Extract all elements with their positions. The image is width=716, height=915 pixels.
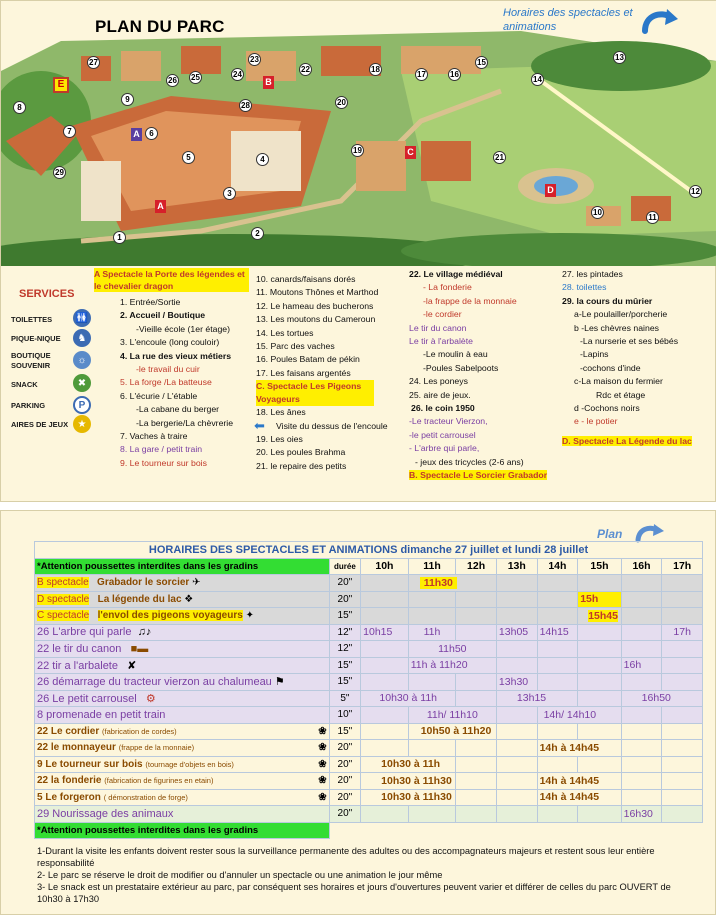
hour-header: 10h	[361, 558, 409, 575]
legend-item-2a: -Vieille école (1er étage)	[136, 323, 231, 334]
map-pin-15[interactable]: 15	[475, 56, 488, 69]
table-row: 26 L'arbre qui parle ♫♪ 12" 10h15 11h 13h05 14h15 17h	[35, 624, 703, 641]
legend-item-4a: -le travail du cuir	[136, 364, 200, 375]
table-row: 22 tir a l'arbalete ✘ 15" 11h à 11h20 16h	[35, 657, 703, 674]
legend-item-25: 25. aire de jeux.	[409, 389, 471, 400]
legend-item-29c: c-La maison du fermier	[574, 376, 663, 387]
legend-item-22e: Le tir à l'arbalète	[409, 336, 473, 347]
map-pin-2[interactable]: 2	[251, 227, 264, 240]
note-3: 3- Le snack est un prestataire extérieur au parc, par conséquent ses horaires et jours d'ouvertures peuvent varier et différer de celles du parc OUVERT de 10h30 à 17h30	[37, 882, 671, 904]
legend-item-22a: - La fonderie	[423, 282, 472, 293]
map-pin-21[interactable]: 21	[493, 151, 506, 164]
legend-item-22: 22. Le village médiéval	[409, 269, 503, 279]
legend-item-7: 7. Vaches à traire	[120, 431, 188, 442]
legend-item-6a: -La cabane du berger	[136, 404, 220, 415]
legend-spectacle-a: A Spectacle la Porte des légendes et le chevalier dragon	[94, 268, 249, 292]
table-row: 5 Le forgeron ( démonstration de forge) ❀ 20" 10h30 à 11h30 14h à 14h45	[35, 789, 703, 806]
legend-item-18a: ⬅ Visite du dessus de l'encoule	[254, 417, 388, 433]
map-letter-a[interactable]: A	[155, 200, 166, 213]
legend-column-2	[256, 273, 406, 473]
service-label-playground: AIRES DE JEUX	[11, 420, 69, 429]
warning-bottom: *Attention poussettes interdites dans les gradins	[35, 822, 330, 839]
legend-spectacle-b: B. Spectacle Le Sorcier Grabador	[409, 470, 548, 481]
plan-link[interactable]: Plan	[597, 527, 623, 541]
map-pin-6[interactable]: 6	[145, 127, 158, 140]
table-row: C spectacle l'envol des pigeons voyageurs ✦ 15" 15h45	[35, 608, 703, 625]
legend-item-29e: e - le potier	[574, 416, 618, 427]
note-1: 1-Durant la visite les enfants doivent rester sous la surveillance permanente des adultes ou des accompagnateurs majeurs et restent sous leur entière responsabilité	[37, 846, 655, 868]
legend-item-22b: -la frappe de la monnaie	[423, 295, 517, 306]
map-pin-19[interactable]: 19	[351, 144, 364, 157]
map-legend	[1, 266, 716, 503]
legend-column-1	[94, 268, 249, 470]
worker-icon: ❀	[318, 742, 327, 754]
service-label-snack: SNACK	[11, 380, 38, 389]
legend-item-16: 16. Poules Batam de pékin	[256, 354, 360, 365]
legend-item-4: 4. La rue des vieux métiers	[120, 350, 232, 361]
legend-item-13: 13. Les moutons du Cameroun	[256, 314, 376, 325]
map-pin-24[interactable]: 24	[231, 68, 244, 81]
curved-arrow-icon[interactable]	[635, 523, 665, 543]
legend-item-6b: -La bergerie/La chèvrerie	[136, 417, 234, 428]
table-row: D spectacle La légende du lac ❖ 20" 15h	[35, 591, 703, 608]
legend-item-11: 11. Moutons Thônes et Marthod	[256, 287, 379, 298]
star-icon: ★	[73, 415, 91, 433]
hour-header: 16h	[621, 558, 662, 575]
schedule-title: HORAIRES DES SPECTACLES ET ANIMATIONS dimanche 27 juillet et lundi 28 juillet	[35, 542, 703, 559]
legend-item-23b: -Poules Sabelpoots	[423, 362, 499, 373]
music-notes-icon: ♫♪	[137, 626, 152, 639]
map-pin-26[interactable]: 26	[166, 74, 179, 87]
table-row: 26 démarrage du tracteur vierzon au chalumeau ⚑ 15" 13h30	[35, 674, 703, 691]
map-pin-22[interactable]: 22	[299, 63, 312, 76]
map-pin-3[interactable]: 3	[223, 187, 236, 200]
map-pin-9[interactable]: 9	[121, 93, 134, 106]
hour-header: 17h	[662, 558, 703, 575]
park-map	[1, 1, 716, 266]
map-title: PLAN DU PARC	[95, 17, 225, 36]
map-pin-25[interactable]: 25	[189, 71, 202, 84]
hour-header: 14h	[537, 558, 578, 575]
parking-icon: P	[73, 396, 91, 414]
map-letter-d[interactable]: D	[545, 184, 556, 197]
legend-spectacle-d: D. Spectacle La Légende du lac	[562, 435, 692, 446]
duration-header: durée	[329, 558, 360, 575]
table-row: 9 Le tourneur sur bois (tournage d'objets en bois) ❀ 20" 10h30 à 11h	[35, 756, 703, 773]
park-map-illustration	[1, 1, 716, 266]
legend-item-28: 28. toilettes	[562, 282, 607, 293]
legend-item-29b1: -La nurserie et ses bébés	[580, 336, 679, 347]
legend-column-4	[562, 268, 712, 448]
schedule-page	[0, 510, 716, 915]
service-label-picnic: PIQUE-NIQUE	[11, 334, 61, 343]
note-2: 2- Le parc se réserve le droit de modifier ou d'annuler un spectacle ou une animation le jour même	[37, 870, 443, 880]
hour-header: 15h	[578, 558, 621, 575]
hour-header: 13h	[496, 558, 537, 575]
table-row: 26 Le petit carrousel ⚙ 5" 10h30 à 11h 13h15 16h50	[35, 690, 703, 707]
table-row: 29 Nourissage des animaux 20" 16h30	[35, 806, 703, 823]
legend-item-22d: Le tir du canon	[409, 322, 467, 333]
table-row: 22 le tir du canon ■▬ 12" 11h50	[35, 641, 703, 658]
table-row: 22 Le cordier (fabrication de cordes) ❀ 15" 10h50 à 11h20	[35, 723, 703, 740]
legend-column-3	[409, 268, 559, 483]
map-pin-5[interactable]: 5	[182, 151, 195, 164]
legend-item-10: 10. canards/faisans dorés	[256, 274, 356, 284]
worker-icon: ❀	[318, 725, 327, 737]
map-pin-29[interactable]: 29	[53, 166, 66, 179]
legend-item-29b2: -Lapins	[580, 349, 609, 360]
legend-item-26a: -Le tracteur Vierzon,	[409, 416, 488, 427]
map-pin-10[interactable]: 10	[591, 206, 604, 219]
table-row: 22 le monnayeur (frappe de la monnaie) ❀ 20" 14h à 14h45	[35, 740, 703, 757]
legend-item-21: 21. le repaire des petits	[256, 460, 347, 471]
legend-item-1: 1. Entrée/Sortie	[120, 297, 181, 307]
shop-icon: ☼	[73, 351, 91, 369]
legend-item-29c1: Rdc et étage	[596, 389, 646, 400]
legend-item-22c: -le cordier	[423, 309, 462, 320]
legend-item-26c: - L'arbre qui parle,	[409, 443, 480, 454]
legend-item-12: 12. Le hameau des bucherons	[256, 300, 374, 311]
hour-header: 11h	[408, 558, 456, 575]
map-pin-8[interactable]: 8	[13, 101, 26, 114]
legend-item-26b: -le petit carrousel	[409, 429, 476, 440]
cannon-icon: ■▬	[130, 642, 149, 655]
legend-item-9: 9. Le tourneur sur bois	[120, 457, 207, 468]
legend-item-29a: a-Le poulailler/porcherie	[574, 309, 668, 320]
legend-item-29b3: -cochons d'inde	[580, 362, 641, 373]
worker-icon: ❀	[318, 775, 327, 787]
curved-arrow-icon[interactable]	[641, 7, 679, 35]
map-pin-12[interactable]: 12	[689, 185, 702, 198]
services-title: SERVICES	[19, 288, 75, 300]
legend-item-20: 20. Les poules Brahma	[256, 447, 346, 458]
service-label-parking: PARKING	[11, 401, 46, 410]
map-pin-11[interactable]: 11	[646, 211, 659, 224]
table-row: 8 promenade en petit train 10" 11h/ 11h10 14h/ 14h10	[35, 707, 703, 724]
map-pin-17[interactable]: 17	[415, 68, 428, 81]
witch-icon: ✈	[192, 577, 201, 589]
crossbow-icon: ✘	[127, 659, 137, 672]
legend-item-8: 8. La gare / petit train	[120, 444, 203, 455]
legend-item-24: 24. Les poneys	[409, 376, 468, 387]
legend-item-14: 14. Les tortues	[256, 327, 314, 338]
warning-top: *Attention poussettes interdites dans les gradins	[35, 558, 330, 575]
service-label-shop: BOUTIQUE SOUVENIR	[11, 351, 51, 370]
swan-icon: ❖	[184, 593, 194, 605]
legend-item-18: 18. Les ânes	[256, 407, 306, 418]
map-pin-7[interactable]: 7	[63, 125, 76, 138]
pigeon-icon: ✦	[245, 610, 254, 622]
legend-item-29d: d -Cochons noirs	[574, 403, 640, 414]
table-row: B spectacle Grabador le sorcier ✈ 20" 11h30	[35, 575, 703, 592]
legend-item-17: 17. Les faisans argentés	[256, 367, 351, 378]
schedule-table	[34, 541, 703, 839]
legend-item-29b: b -Les chèvres naines	[574, 322, 659, 333]
map-letter-e[interactable]: E	[53, 77, 69, 93]
map-pin-18[interactable]: 18	[369, 63, 382, 76]
map-pin-27[interactable]: 27	[87, 56, 100, 69]
tractor-icon: ⚑	[274, 676, 285, 689]
legend-item-6: 6. L'écurie / L'étable	[120, 390, 198, 401]
map-pin-14[interactable]: 14	[531, 73, 544, 86]
legend-item-26d: - jeux des tricycles (2-6 ans)	[415, 456, 524, 467]
schedule-link[interactable]: Horaires des spectacles et animations	[503, 7, 633, 33]
picnic-icon: ♞	[73, 329, 91, 347]
snack-icon: ✖	[73, 374, 91, 392]
map-pin-4[interactable]: 4	[256, 153, 269, 166]
toilet-icon: 🚻	[73, 309, 91, 327]
legend-spectacle-c: C. Spectacle Les Pigeons Voyageurs	[256, 380, 374, 406]
worker-icon: ❀	[318, 758, 327, 770]
legend-item-26: 26. le coin 1950	[411, 403, 475, 414]
legend-item-5: 5. La forge /La batteuse	[120, 377, 212, 388]
legend-item-2: 2. Accueil / Boutique	[120, 310, 206, 321]
map-letter-a-alt[interactable]: A	[131, 128, 142, 141]
legend-item-23a: -Le moulin à eau	[423, 349, 488, 360]
arrow-left-icon: ⬅	[254, 417, 265, 433]
legend-item-3: 3. L'encoule (long couloir)	[120, 337, 220, 348]
map-letter-c[interactable]: C	[405, 146, 416, 159]
worker-icon: ❀	[318, 791, 327, 803]
legend-item-19: 19. Les oies	[256, 434, 303, 445]
map-pin-28[interactable]: 28	[239, 99, 252, 112]
map-pin-16[interactable]: 16	[448, 68, 461, 81]
schedule-notes	[37, 845, 677, 905]
hour-header: 12h	[456, 558, 497, 575]
service-label-toilets: TOILETTES	[11, 315, 53, 324]
map-pin-23[interactable]: 23	[248, 53, 261, 66]
legend-item-29: 29. la cours du mûrier	[562, 295, 653, 306]
legend-item-15: 15. Parc des vaches	[256, 341, 335, 352]
map-pin-20[interactable]: 20	[335, 96, 348, 109]
table-row: 22 la fonderie (fabrication de figurines en etain) ❀ 20" 10h30 à 11h30 14h à 14h45	[35, 773, 703, 790]
map-pin-13[interactable]: 13	[613, 51, 626, 64]
map-letter-b[interactable]: B	[263, 76, 274, 89]
map-pin-1[interactable]: 1	[113, 231, 126, 244]
carousel-icon: ⚙	[145, 692, 156, 705]
legend-item-27: 27. les pintades	[562, 269, 623, 279]
